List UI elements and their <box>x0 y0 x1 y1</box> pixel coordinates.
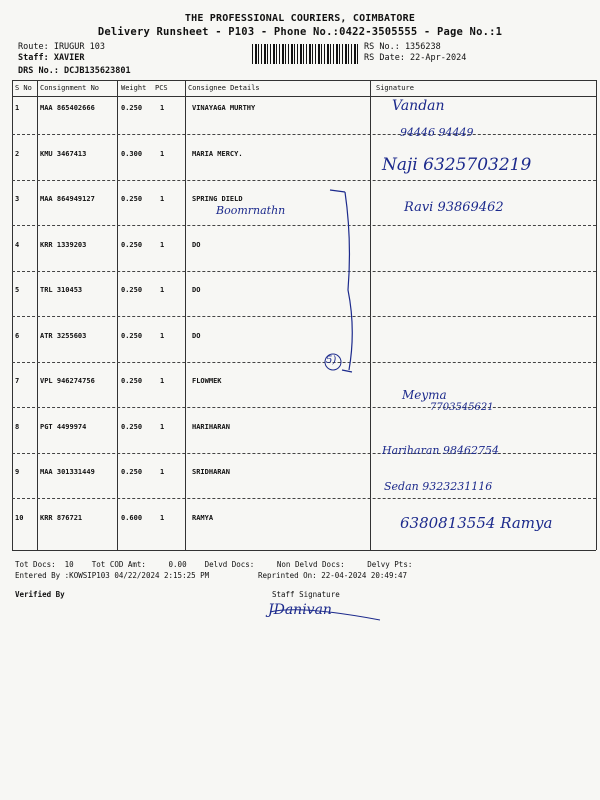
col-header-signature: Signature <box>376 84 414 92</box>
row-sno: 2 <box>15 150 20 158</box>
row-consignee: SPRING DIELD <box>192 195 243 203</box>
row-consignee: MARIA MERCY. <box>192 150 243 158</box>
row-consignment-no: MAA 301331449 <box>40 468 95 476</box>
row-weight: 0.250 <box>121 468 143 476</box>
sign-row7-number: 7703545621 <box>430 402 494 413</box>
rs-date: RS Date: 22-Apr-2024 <box>364 53 467 63</box>
row-consignee: VINAYAGA MURTHY <box>192 104 256 112</box>
row-sno: 1 <box>15 104 20 112</box>
row-weight: 0.250 <box>121 286 143 294</box>
row-consignment-no: VPL 946274756 <box>40 377 95 385</box>
staff-handwritten-signature: JDanivan <box>268 602 332 618</box>
row-sno: 4 <box>15 241 20 249</box>
totals-line: Tot Docs: 10 Tot COD Amt: 0.00 Delvd Docs: Non Delvd Docs: Delvy Pts: <box>15 560 413 569</box>
row-consignee: RAMYA <box>192 514 214 522</box>
staff-signature-label: Staff Signature <box>272 590 340 599</box>
row-weight: 0.600 <box>121 514 143 522</box>
reprinted-on: Reprinted On: 22-04-2024 20:49:47 <box>258 571 408 580</box>
col-header-pcs: PCS <box>155 84 168 92</box>
row-consignee: SRIDHARAN <box>192 468 230 476</box>
sign-row10: 6380813554 Ramya <box>400 514 553 532</box>
route-label: Route: IRUGUR 103 <box>18 42 105 52</box>
row-consignee: DO <box>192 332 201 340</box>
row-consignment-no: PGT 4499974 <box>40 423 87 431</box>
row-pcs: 1 <box>160 286 165 294</box>
sign-row7-name: Meyma <box>402 388 447 402</box>
row-weight: 0.250 <box>121 195 143 203</box>
row-consignment-no: KRR 876721 <box>40 514 83 522</box>
row-consignment-no: TRL 310453 <box>40 286 83 294</box>
entered-by: Entered By :KOWSIP103 04/22/2024 2:15:25 PM <box>15 571 210 580</box>
sign-row3-right: Ravi 93869462 <box>404 200 504 215</box>
row-weight: 0.250 <box>121 241 143 249</box>
row-pcs: 1 <box>160 241 165 249</box>
row-pcs: 1 <box>160 377 165 385</box>
row-pcs: 1 <box>160 468 165 476</box>
verified-by-label: Verified By <box>15 590 65 599</box>
row-consignment-no: MAA 865402666 <box>40 104 95 112</box>
row-sno: 7 <box>15 377 20 385</box>
row6-mark: 5) <box>326 355 337 366</box>
row-consignee: FLOWMEK <box>192 377 222 385</box>
row-weight: 0.250 <box>121 377 143 385</box>
row-sno: 10 <box>15 514 24 522</box>
rs-number: RS No.: 1356238 <box>364 42 441 52</box>
sign-row3-left: Boomrnathn <box>216 204 286 217</box>
sign-row9: Sedan 9323231116 <box>384 480 493 493</box>
row-consignment-no: KRR 1339203 <box>40 241 87 249</box>
row-consignee: DO <box>192 241 201 249</box>
row-pcs: 1 <box>160 423 165 431</box>
row-weight: 0.250 <box>121 332 143 340</box>
row-sno: 3 <box>15 195 20 203</box>
drs-number: DRS No.: DCJB135623801 <box>18 66 131 76</box>
row-consignment-no: KMU 3467413 <box>40 150 87 158</box>
col-header-sno: S No <box>15 84 32 92</box>
row-sno: 8 <box>15 423 20 431</box>
row-weight: 0.250 <box>121 104 143 112</box>
row-consignee: DO <box>192 286 201 294</box>
company-title: THE PROFESSIONAL COURIERS, COIMBATORE <box>184 13 416 24</box>
row-consignee: HARIHARAN <box>192 423 230 431</box>
row-weight: 0.250 <box>121 423 143 431</box>
staff-label: Staff: XAVIER <box>18 53 85 63</box>
sign-row8: Hariharan 98462754 <box>382 444 499 457</box>
runsheet-subtitle: Delivery Runsheet - P103 - Phone No.:0422-3505555 - Page No.:1 <box>97 26 503 38</box>
sign-row1-number: 94446 94449 <box>400 126 474 139</box>
row-sno: 5 <box>15 286 20 294</box>
row-pcs: 1 <box>160 332 165 340</box>
col-header-consignee: Consignee Details <box>188 84 260 92</box>
col-header-consignment: Consignment No <box>40 84 100 92</box>
row-sno: 9 <box>15 468 20 476</box>
row-consignment-no: MAA 864949127 <box>40 195 95 203</box>
row-pcs: 1 <box>160 150 165 158</box>
col-header-weight: Weight <box>121 84 147 92</box>
sign-row2: Naji 6325703219 <box>382 155 532 175</box>
row-pcs: 1 <box>160 104 165 112</box>
row-pcs: 1 <box>160 514 165 522</box>
row-pcs: 1 <box>160 195 165 203</box>
bracket-mark <box>330 190 352 372</box>
row-sno: 6 <box>15 332 20 340</box>
row-consignment-no: ATR 3255603 <box>40 332 87 340</box>
row-weight: 0.300 <box>121 150 143 158</box>
sign-row1-name: Vandan <box>392 98 445 114</box>
